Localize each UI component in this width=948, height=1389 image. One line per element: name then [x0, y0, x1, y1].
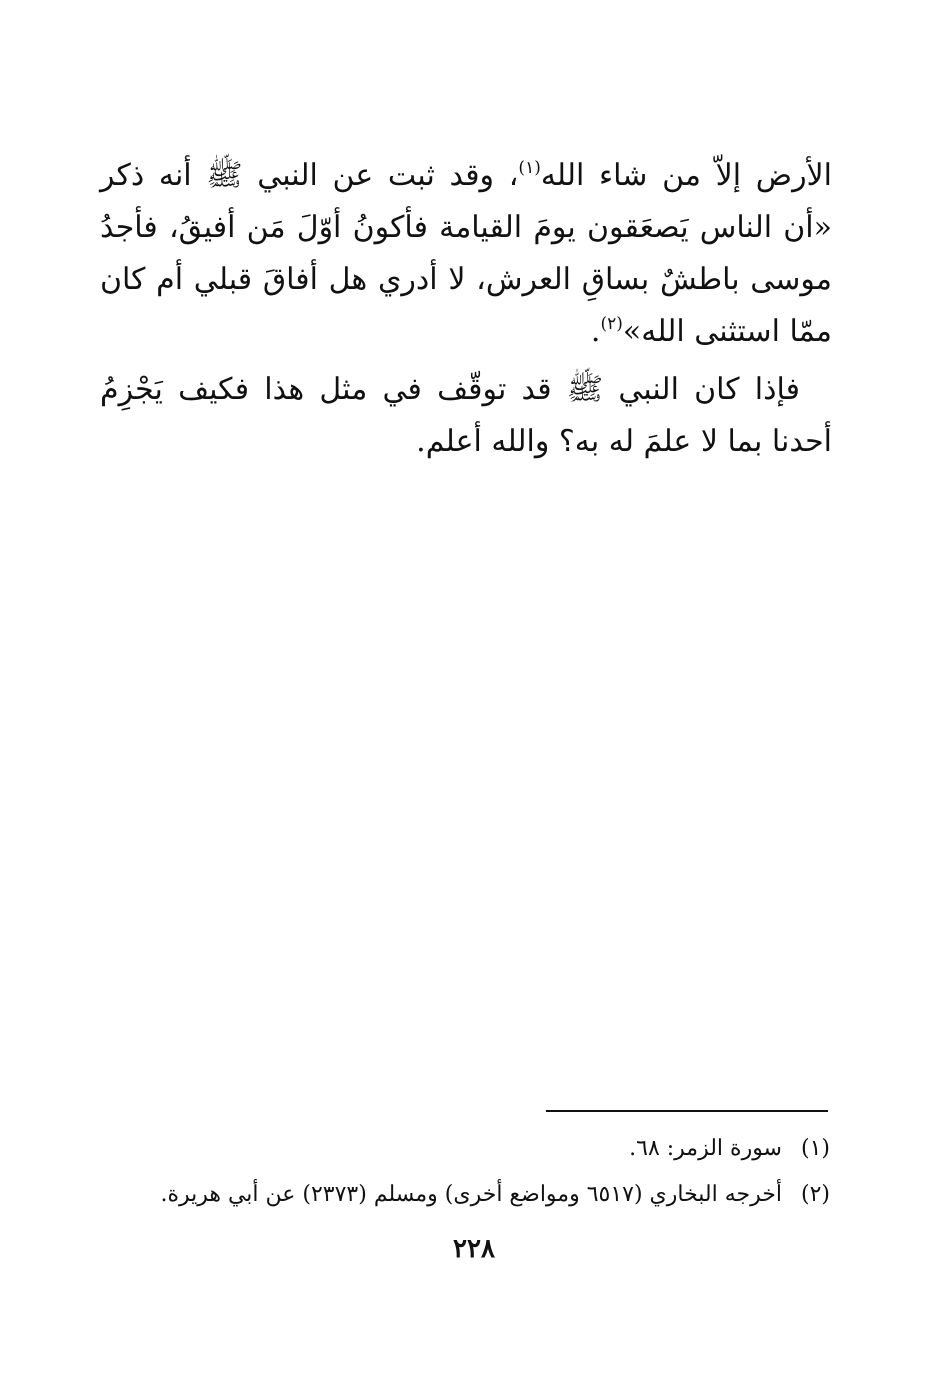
footnote-number: (١) [800, 1136, 830, 1161]
footnote-ref-1: (١) [518, 158, 541, 178]
footnote-text: أخرجه البخاري (٦٥١٧ ومواضع أخرى) ومسلم (٢٣٧٣) عن أبي هريرة. [160, 1182, 782, 1207]
footnote-ref-2: (٢) [600, 314, 623, 334]
paragraph-1 [100, 150, 832, 358]
main-text [100, 150, 832, 468]
footnote-text: سورة الزمر: ٦٨. [629, 1136, 782, 1161]
paragraph-1-part-3: . [590, 314, 601, 349]
footnotes [100, 1126, 830, 1218]
paragraph-2: فإذا كان النبي ﷺ قد توقّف في مثل هذا فكيف يَجْزِمُ أحدنا بما لا علمَ له به؟ والله أعلم. [100, 372, 832, 459]
paragraph-1-part-2: ، وقد ثبت عن النبي ﷺ أنه ذكر «أن الناس يَصعَقون يومَ القيامة فأكونُ أوّلَ مَن أفيقُ، فأجدُ موسى باطشٌ بساقِ العرش، لا أدري هل أفاقَ قبلي أم كان ممّا استثنى الله» [100, 158, 832, 349]
paragraph-1-part-1: الأرض إلاّ من شاء الله [540, 158, 832, 193]
page-number: ٢٢٨ [453, 1234, 495, 1264]
footnote-1 [100, 1126, 830, 1172]
footnote-2 [100, 1172, 830, 1218]
footnote-number: (٢) [800, 1182, 830, 1207]
footnote-separator [546, 1110, 828, 1112]
